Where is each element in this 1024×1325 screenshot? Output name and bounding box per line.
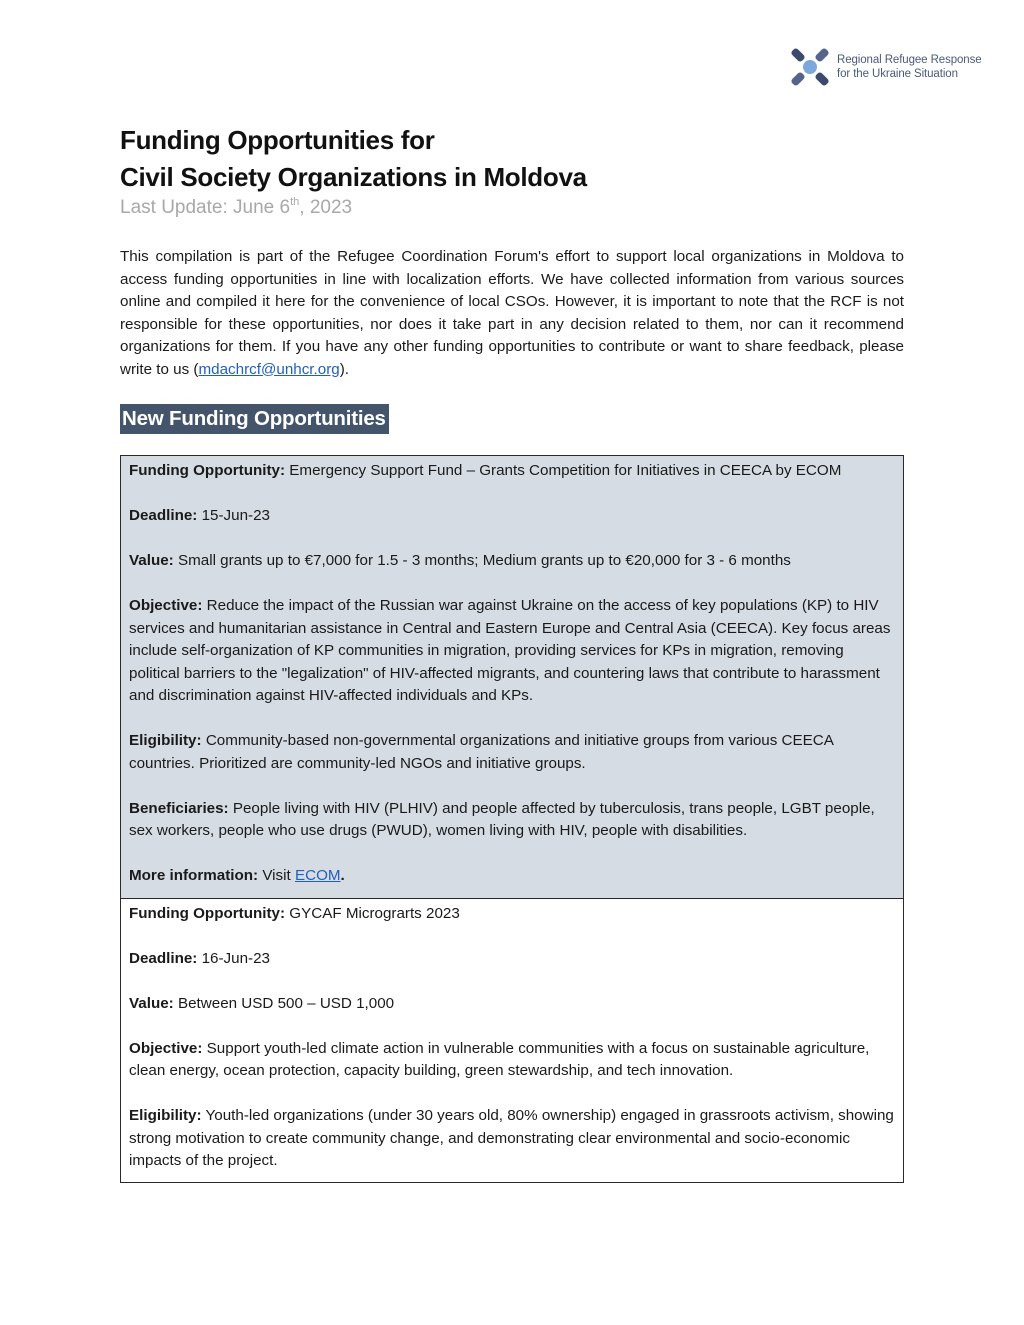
last-update-sup: th [290, 196, 300, 208]
section-heading: New Funding Opportunities [120, 404, 389, 434]
opportunity-name: Funding Opportunity: GYCAF Micrograrts 2023 [129, 904, 460, 922]
rrr-logo-icon [786, 43, 834, 91]
intro-end: ). [339, 360, 349, 378]
opportunity-entry [121, 899, 903, 1182]
opportunity-name: Funding Opportunity: Emergency Support Fund – Grants Competition for Initiatives in CEECA by ECOM [129, 462, 842, 479]
last-update-prefix: Last Update: June 6 [120, 197, 291, 218]
opportunity-objective: Objective: Support youth-led climate action in vulnerable communities with a focus on sustainable agriculture, clean energy, ocean protection, capacity building, green stewardship, and tech innovation. [129, 1039, 870, 1079]
page-title-line-2: Civil Society Organizations in Moldova [120, 162, 587, 192]
opportunity-eligibility: Eligibility: Community-based non-governmental organizations and initiative groups from various CEECA countries. Prioritized are community-led NGOs and initiative groups. [129, 732, 834, 772]
last-update [120, 196, 352, 219]
contact-email-link[interactable]: mdachrcf@unhcr.org [198, 360, 340, 378]
rrr-logo [786, 42, 996, 92]
logo-line-1: Regional Refugee Response [837, 54, 982, 66]
opportunity-value: Value: Between USD 500 – USD 1,000 [129, 994, 395, 1012]
intro-paragraph [120, 246, 904, 381]
ecom-link[interactable]: ECOM [294, 867, 341, 884]
opportunity-deadline: Deadline: 15-Jun-23 [129, 507, 270, 524]
opportunity-deadline: Deadline: 16-Jun-23 [129, 949, 270, 967]
intro-text: This compilation is part of the Refugee Coordination Forum's effort to support local organizations in Moldova to access funding opportunities in line with localization efforts. We have collected information from various sources online and compiled it here for the convenience of local CSOs. However, it is important to note that the RCF is not responsible for these opportunities, nor does it take part in any decision related to them, nor can it recommend organizations for them. If you have any other funding opportunities to contribute or want to share feedback, please write to us ( [120, 248, 904, 378]
opportunity-more-info: More information: Visit ECOM. [129, 867, 345, 884]
opportunity-value: Value: Small grants up to €7,000 for 1.5 - 3 months; Medium grants up to €20,000 for 3 - 6 months [129, 552, 791, 569]
logo-text [837, 53, 982, 81]
last-update-suffix: , 2023 [299, 197, 353, 218]
opportunity-beneficiaries: Beneficiaries: People living with HIV (PLHIV) and people affected by tuberculosis, trans people, LGBT people, sex workers, people who use drugs (PWUD), women living with HIV, people with disabilities. [129, 799, 875, 839]
opportunity-entry [121, 456, 903, 899]
page-title-line-1: Funding Opportunities for [120, 125, 435, 155]
page-title [120, 122, 587, 196]
opportunity-eligibility: Eligibility: Youth-led organizations (under 30 years old, 80% ownership) engaged in grassroots activism, showing strong motivation to create community change, and demonstrating clear environmental and socio-economic impacts of the project. [129, 1107, 894, 1169]
opportunities-table [120, 455, 904, 1183]
logo-line-2: for the Ukraine Situation [837, 68, 958, 80]
opportunity-objective: Objective: Reduce the impact of the Russian war against Ukraine on the access of key populations (KP) to HIV services and humanitarian assistance in Central and Eastern Europe and Central Asia (CEECA). Key focus areas include self-organization of KP communities in migration, providing services for KPs in migration, removing political barriers to the "legalization" of HIV-affected migrants, and countering laws that contribute to harassment and discrimination against HIV-affected individuals and KPs. [129, 597, 891, 704]
